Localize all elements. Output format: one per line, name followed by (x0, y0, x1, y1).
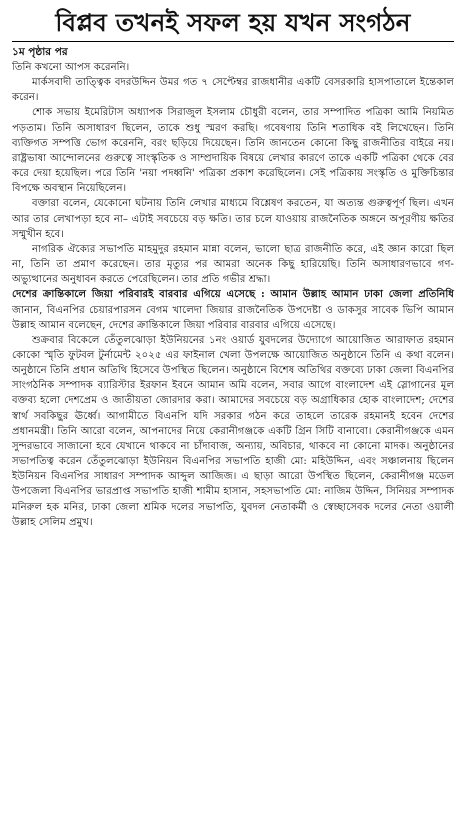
paragraph-6 (12, 287, 454, 332)
paragraph-text: তিনি কখনো আপস করেননি। (12, 62, 130, 73)
paragraph-text: বক্তারা বলেন, যেকোনো ঘটনায় তিনি লেখার মাধ্যমে বিশ্লেষণ করতেন, যা অত্যন্ত গুরুত্বপূর্ণ ছিল। এখন আর তার লেখাপড়া হবে না– এটাই সবচেয়ে বড় ক্ষতি। তার চলে যাওয়ায় রাজনৈতিক অঙ্গনে অপূরণীয় ক্ষতির সম্মুখীন হবে। (12, 198, 454, 240)
headline: বিপ্লব তখনই সফল হয় যখন সংগঠন (55, 8, 411, 37)
paragraph-text: মার্কসবাদী তাত্ত্বিক বদরউদ্দিন উমর গত ৭ সেপ্টেম্বর রাজধানীর একটি বেসরকারি হাসপাতালে ইন্তেকাল করেন। (12, 77, 454, 104)
headline-divider (12, 41, 454, 42)
paragraph-text: শুক্রবার বিকেলে তেঁতুলঝোড়া ইউনিয়নের ১নং ওয়ার্ড যুবদলের উদ্যোগে আয়োজিত আরাফাত রহমান কোকো স্মৃতি ফুটবল টুর্নামেন্ট ২০২৫ এর ফাইনাল খেলা উপলক্ষে আয়োজিত অনুষ্ঠানে তিনি এ কথা বলেন। অনুষ্ঠানে তিনি প্রধান অতিথি হিসেবে উপস্থিত ছিলেন। অনুষ্ঠানে বিশেষ অতিথির বক্তব্যে ঢাকা জেলা বিএনপির সাংগঠনিক সম্পাদক ব্যারিস্টার ইরফান ইবনে আমান অমি বলেন, সবার আগে বাংলাদেশ এই স্লোগানের মূল বক্তব্য হলো দেশপ্রেম ও জাতীয়তা জোরদার করা। আমাদের সবচেয়ে বড় অগ্রাধিকার হোক বাংলাদেশ; দেশের স্বার্থ সবকিছুর ঊর্ধ্বে। আগামীতে বিএনপি যদি সরকার গঠন করে তাহলে তারেক রহমানই হবেন দেশের প্রধানমন্ত্রী। তিনি আরো বলেন, আপনাদের নিয়ে কেরানীগঞ্জকে একটি গ্রিন সিটি বানাবো। কেরানীগঞ্জকে এমন সুন্দরভাবে সাজানো হবে যেখানে থাকবে না চাঁদাবাজ, অন্যায়, অবিচার, থাকবে না কোনো মাদক। অনুষ্ঠানের সভাপতিত্ব করেন তেঁতুলঝোড়া ইউনিয়ন বিএনপির সভাপতি হাজী মো: মহিউদ্দিন, এবং সঞ্চালনায় ছিলেন ইউনিয়ন বিএনপির সাধারণ সম্পাদক আব্দুল আজিজ। এ ছাড়া আরো উপস্থিত ছিলেন, কেরানীগঞ্জ মডেল উপজেলা বিএনপির ভারপ্রাপ্ত সভাপতি হাজী শামীম হাসান, সহসভাপতি মো: নাজিম উদ্দিন, সিনিয়র সম্পাদক মনিরুল হক মনির, ঢাকা জেলা শ্রমিক দলের সভাপতি, যুবদল নেতাকর্মী ও স্বেচ্ছাসেবক দলের নেতা ওয়ালী উল্লাহ সেলিম প্রমুখ। (12, 334, 454, 528)
paragraph-text: নাগরিক ঐক্যের সভাপতি মাহমুদুর রহমান মান্না বলেন, ভালো ছাত্র রাজনীতি করে, এই জ্ঞান কারো ছিল না, তিনি তা প্রমাণ করেছেন। তার মৃত্যুর পর আমরা অনেক কিছু হারিয়েছি। তিনি অসাধারণভাবে গণ-অভ্যুত্থানের অনুধাবন করতে পেরেছিলেন। তার প্রতি গভীর শ্রদ্ধা। (12, 243, 454, 286)
paragraph-4 (12, 196, 454, 241)
subheading: দেশের ক্রান্তিকালে জিয়া পরিবারই বারবার এগিয়ে এসেছে : আমান উল্লাহ আমান ঢাকা জেলা প্রতিনিধি (12, 288, 454, 301)
paragraph-2 (12, 75, 454, 105)
paragraph-3 (12, 105, 454, 196)
continuation-label: ১ম পৃষ্ঠার পর (12, 46, 68, 58)
paragraph-5 (12, 242, 454, 287)
paragraph-7 (12, 333, 454, 530)
paragraph-1 (12, 60, 454, 75)
paragraph-text: শোক সভায় ইমেরিটাস অধ্যাপক সিরাজুল ইসলাম চৌধুরী বলেন, তার সম্পাদিত পত্রিকা আমি নিয়মিত পড়তাম। তিনি অসাধারণ ছিলেন, তাকে শুধু স্মরণ করছি। গবেষণায় তিনি শতাধিক বই লিখেছেন। তিনি ব্যক্তিগত সম্পত্তি ভোগ করেননি, বরং ছড়িয়ে দিয়েছেন। তিনি জানতেন কোনো কিছু রাজনীতির বাইরে নয়। রাষ্ট্রভাষা আন্দোলনের গুরুত্বে সাংস্কৃতিক ও সাম্প্রদায়িক বিষয়ে লেখার কারণে তাকে একটি পত্রিকা থেকে বের করে দেয়া হয়েছিল। পরে তিনি 'নয়া পদধ্বনি' পত্রিকা প্রকাশ করেছিলেন। সেই পত্রিকায় সংস্কৃতি ও মুক্তিচিন্তার বিপক্ষে অবস্থান নিয়েছিলেন। (12, 107, 454, 195)
paragraph-text: জানান, বিএনপির চেয়ারপারসন বেগম খালেদা জিয়ার রাজনৈতিক উপদেষ্টা ও ডাকসুর সাবেক ভিপি আমান উল্লাহ আমান বলেছেন, দেশের ক্রান্তিকালে জিয়া পরিবার বারবার এগিয়ে এসেছে। (12, 304, 454, 331)
